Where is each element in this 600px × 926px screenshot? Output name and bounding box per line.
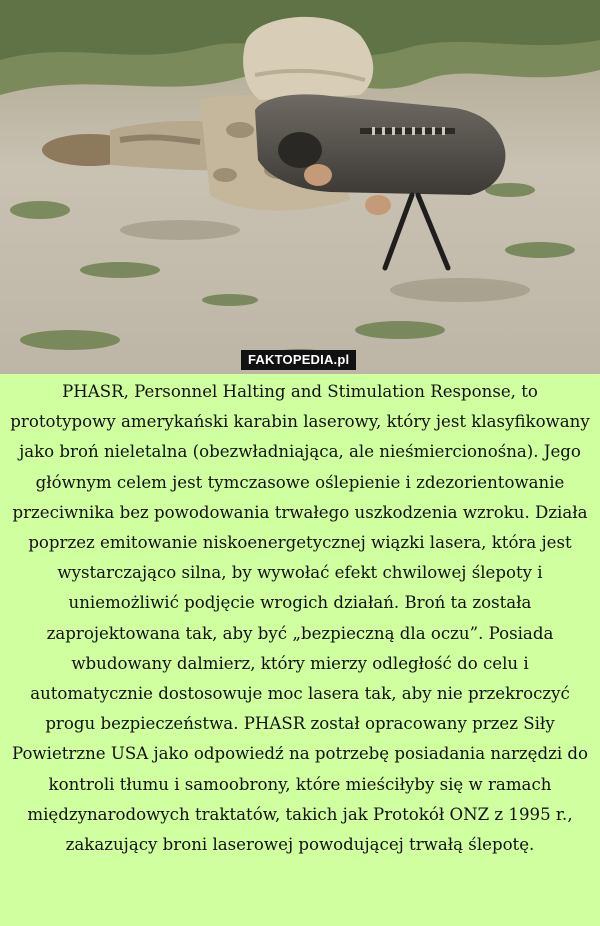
watermark-logo: FAKTOPEDIA.pl — [241, 350, 356, 370]
photo — [0, 0, 600, 374]
soldier-with-laser-rifle-photo — [0, 0, 600, 374]
caption-text: PHASR, Personnel Halting and Stimulation Response, to prototypowy amerykański karabin laserowy, który jest klasyfikowany jako broń nieletalna (obezwładniająca, ale nieśmiercionośna). Jego głównym celem jest tymczasowe oślepienie i zdezorientowanie przeciwnika bez powodowania trwałego uszkodzenia wzroku. Działa poprzez emitowanie niskoenergetycznej wiązki lasera, która jest wystarczająco silna, by wywołać efekt chwilowej ślepoty i uniemożliwić podjęcie wrogich działań. Broń ta została zaprojektowana tak, aby być „bezpieczną dla oczu”. Posiada wbudowany dalmierz, który mierzy odległość do celu i automatycznie dostosowuje moc lasera tak, aby nie przekroczyć progu bezpieczeństwa. PHASR został opracowany przez Siły Powietrzne USA jako odpowiedź na potrzebę posiadania narzędzi do kontroli tłumu i samoobrony, które mieściłyby się w ramach międzynarodowych traktatów, takich jak Protokół ONZ z 1995 r., zakazujący broni laserowej powodującej trwałą ślepotę. — [10, 382, 590, 855]
